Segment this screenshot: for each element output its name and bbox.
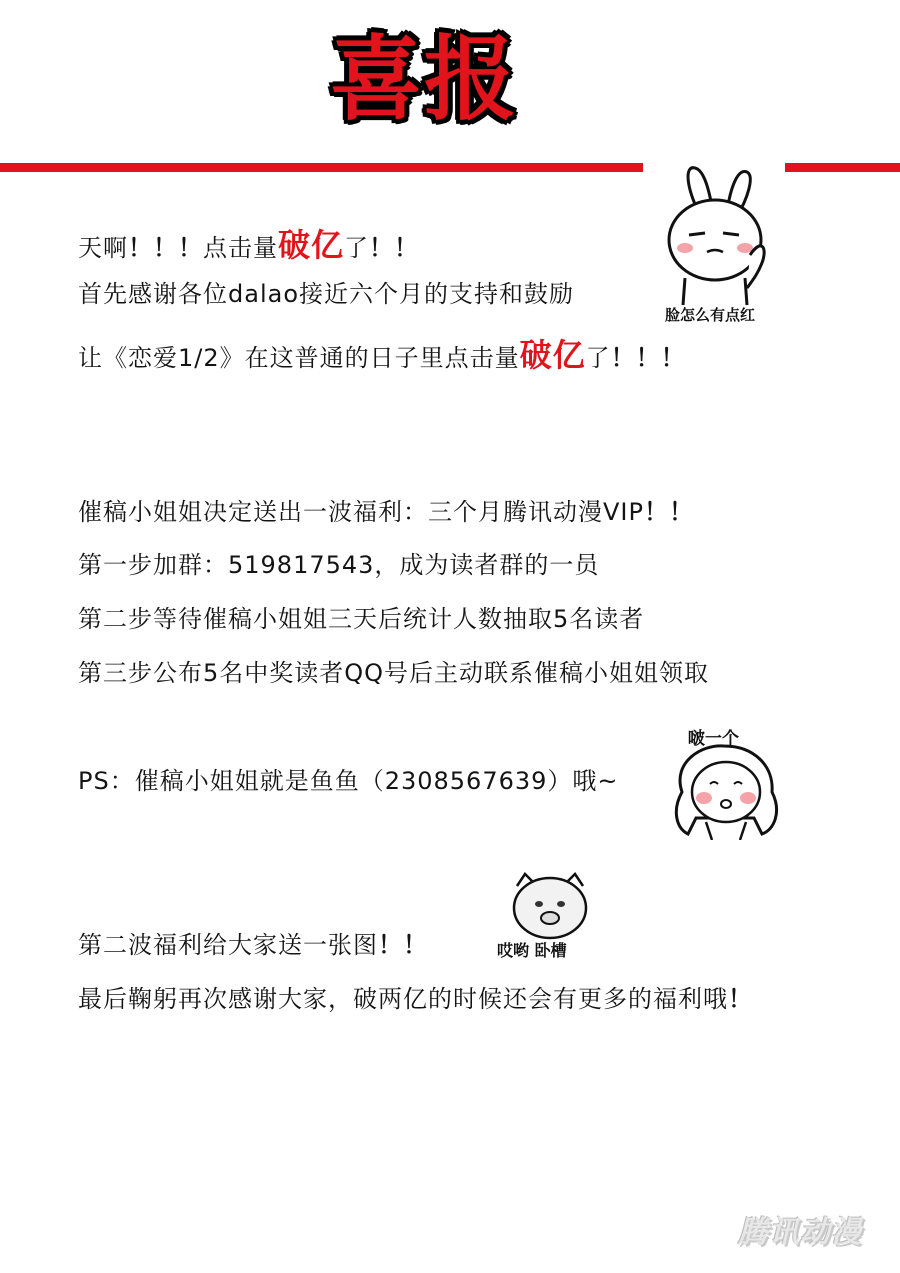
- para2-line1: [78, 495, 694, 529]
- para3-line2: [78, 982, 753, 1016]
- para2-line2: 第一步加群：519817543，成为读者群的一员: [78, 551, 600, 579]
- blushing-rabbit-sticker: [655, 160, 785, 330]
- pig-caption: 哎哟 卧槽: [497, 941, 567, 960]
- red-divider-left: [0, 163, 643, 172]
- para2-l1-exc: ！！: [643, 498, 694, 526]
- para2-l1-text: 催稿小姐姐决定送出一波福利：三个月腾讯动漫VIP: [78, 498, 644, 526]
- para1-l1-e: ！！: [369, 234, 420, 262]
- girl-caption: 啵一个: [688, 729, 739, 749]
- rabbit-caption: 脸怎么有点红: [665, 306, 756, 324]
- para2-line4: 第三步公布5名中奖读者QQ号后主动联系催稿小姐姐领取: [78, 659, 710, 687]
- para3-l1-exc: ！！: [378, 931, 428, 959]
- para2-line3: 第二步等待催稿小姐姐三天后统计人数抽取5名读者: [78, 605, 645, 633]
- pig-icon: [495, 870, 605, 940]
- tencent-comic-watermark: 腾讯动漫: [738, 1215, 862, 1250]
- para1-l1-b: ！！！: [128, 234, 203, 262]
- para1-line1: [78, 228, 419, 265]
- pig-face-sticker: [495, 870, 605, 965]
- para1-line2: 首先感谢各位dalao接近六个月的支持和鼓励: [78, 280, 574, 308]
- red-divider-right: [785, 163, 900, 172]
- para1-line3: [78, 338, 686, 375]
- ps-line: PS：催稿小姐姐就是鱼鱼（2308567639）哦~: [78, 767, 619, 795]
- para1-l1-d: 了: [344, 234, 370, 262]
- page-title: 喜报: [330, 26, 519, 133]
- para1-l3-c: ！！！: [610, 344, 686, 372]
- para3-l1-text: 第二波福利给大家送一张图: [78, 931, 378, 959]
- kissing-girl-sticker: [662, 722, 792, 840]
- para1-l1-c: 点击量: [203, 234, 278, 262]
- para1-l3-a: 让《恋爱1/2》在这普通的日子里点击量: [78, 344, 520, 372]
- rabbit-icon: [655, 160, 785, 310]
- para1-l1-a: 天啊: [78, 234, 128, 262]
- para3-l2-text: 最后鞠躬再次感谢大家，破两亿的时候还会有更多的福利哦: [78, 985, 728, 1013]
- para1-l3-b: 了: [585, 344, 611, 372]
- para1-l3-highlight: 破亿: [519, 336, 586, 374]
- para3-line1: [78, 928, 428, 962]
- para3-l2-exc: ！: [728, 985, 753, 1013]
- para1-l1-highlight: 破亿: [278, 226, 345, 264]
